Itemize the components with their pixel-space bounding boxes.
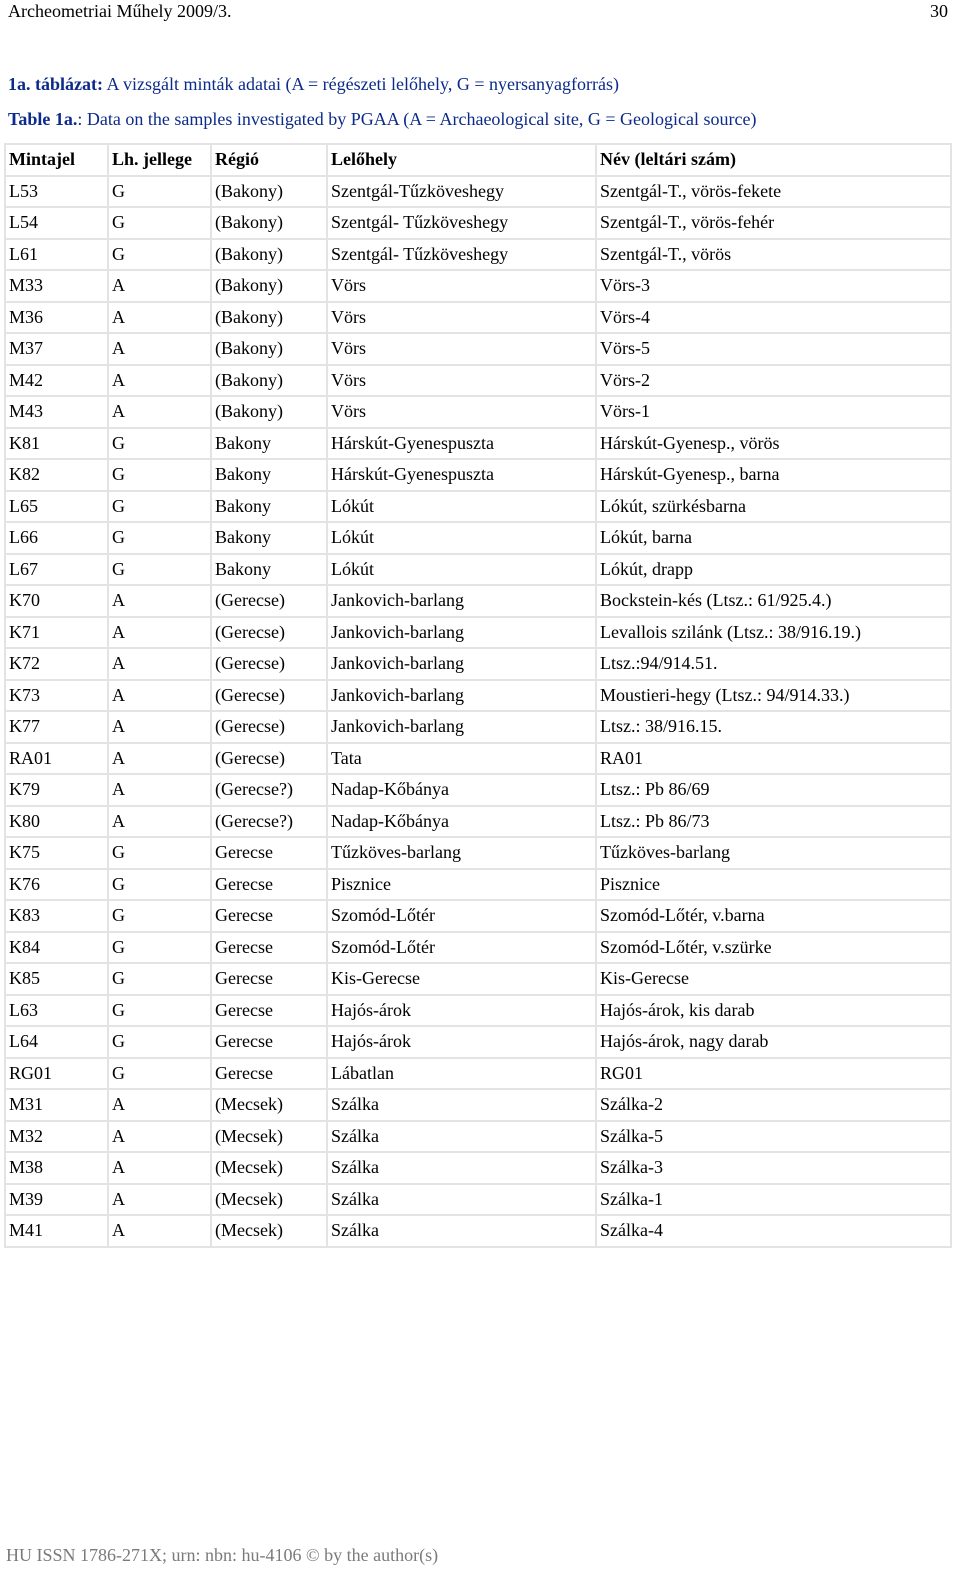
cell-lelohely: Jankovich-barlang xyxy=(327,711,596,743)
cell-lh-jellege: A xyxy=(108,302,211,334)
cell-lh-jellege: A xyxy=(108,1089,211,1121)
table-row xyxy=(5,270,951,302)
cell-lelohely: Jankovich-barlang xyxy=(327,617,596,649)
cell-nev: Tűzköves-barlang xyxy=(596,837,951,869)
table-row xyxy=(5,1215,951,1247)
table-row xyxy=(5,302,951,334)
table-row xyxy=(5,554,951,586)
cell-regio: (Bakony) xyxy=(211,365,327,397)
cell-lelohely: Hajós-árok xyxy=(327,1026,596,1058)
cell-nev: Ltsz.: Pb 86/69 xyxy=(596,774,951,806)
cell-mintajel: M42 xyxy=(5,365,108,397)
cell-regio: (Bakony) xyxy=(211,176,327,208)
cell-mintajel: M39 xyxy=(5,1184,108,1216)
cell-nev: Hajós-árok, kis darab xyxy=(596,995,951,1027)
table-row xyxy=(5,176,951,208)
cell-nev: Ltsz.: Pb 86/73 xyxy=(596,806,951,838)
cell-mintajel: L53 xyxy=(5,176,108,208)
cell-lelohely: Lábatlan xyxy=(327,1058,596,1090)
cell-lh-jellege: A xyxy=(108,1152,211,1184)
cell-mintajel: K71 xyxy=(5,617,108,649)
cell-lh-jellege: G xyxy=(108,176,211,208)
cell-regio: (Mecsek) xyxy=(211,1184,327,1216)
cell-regio: (Gerecse) xyxy=(211,585,327,617)
table-row xyxy=(5,333,951,365)
cell-mintajel: K79 xyxy=(5,774,108,806)
page-number: 30 xyxy=(930,1,948,21)
table-row xyxy=(5,396,951,428)
cell-regio: Gerecse xyxy=(211,995,327,1027)
cell-regio: (Gerecse) xyxy=(211,680,327,712)
cell-lh-jellege: A xyxy=(108,648,211,680)
cell-nev: Vörs-2 xyxy=(596,365,951,397)
table-row xyxy=(5,774,951,806)
cell-lelohely: Szálka xyxy=(327,1215,596,1247)
cell-mintajel: K81 xyxy=(5,428,108,460)
cell-nev: Szálka-5 xyxy=(596,1121,951,1153)
cell-lelohely: Szálka xyxy=(327,1184,596,1216)
cell-nev: Szálka-4 xyxy=(596,1215,951,1247)
cell-lh-jellege: G xyxy=(108,239,211,271)
cell-lh-jellege: G xyxy=(108,428,211,460)
cell-nev: Pisznice xyxy=(596,869,951,901)
cell-lh-jellege: G xyxy=(108,1058,211,1090)
cell-regio: Bakony xyxy=(211,554,327,586)
cell-nev: Szálka-1 xyxy=(596,1184,951,1216)
table-row xyxy=(5,1026,951,1058)
cell-lh-jellege: A xyxy=(108,333,211,365)
cell-lelohely: Tűzköves-barlang xyxy=(327,837,596,869)
cell-nev: Szentgál-T., vörös-fekete xyxy=(596,176,951,208)
table-row xyxy=(5,1058,951,1090)
cell-mintajel: L61 xyxy=(5,239,108,271)
cell-lh-jellege: G xyxy=(108,491,211,523)
table-row xyxy=(5,900,951,932)
cell-lelohely: Szomód-Lőtér xyxy=(327,900,596,932)
cell-lh-jellege: A xyxy=(108,806,211,838)
cell-lh-jellege: A xyxy=(108,396,211,428)
cell-mintajel: K70 xyxy=(5,585,108,617)
cell-nev: Szentgál-T., vörös-fehér xyxy=(596,207,951,239)
cell-nev: Bockstein-kés (Ltsz.: 61/925.4.) xyxy=(596,585,951,617)
cell-lelohely: Vörs xyxy=(327,365,596,397)
cell-lh-jellege: A xyxy=(108,585,211,617)
table-row xyxy=(5,1121,951,1153)
cell-mintajel: K80 xyxy=(5,806,108,838)
cell-regio: (Gerecse) xyxy=(211,648,327,680)
cell-mintajel: M37 xyxy=(5,333,108,365)
table-row xyxy=(5,522,951,554)
cell-mintajel: K83 xyxy=(5,900,108,932)
cell-lelohely: Lókút xyxy=(327,554,596,586)
cell-lelohely: Hárskút-Gyenespuszta xyxy=(327,459,596,491)
cell-lh-jellege: G xyxy=(108,869,211,901)
cell-lh-jellege: A xyxy=(108,711,211,743)
cell-regio: (Bakony) xyxy=(211,396,327,428)
cell-regio: (Bakony) xyxy=(211,333,327,365)
table-row xyxy=(5,239,951,271)
cell-regio: Bakony xyxy=(211,428,327,460)
cell-lh-jellege: G xyxy=(108,995,211,1027)
cell-regio: (Gerecse?) xyxy=(211,774,327,806)
cell-lelohely: Lókút xyxy=(327,491,596,523)
cell-lelohely: Szálka xyxy=(327,1121,596,1153)
cell-lh-jellege: G xyxy=(108,207,211,239)
table-row xyxy=(5,459,951,491)
cell-regio: (Mecsek) xyxy=(211,1152,327,1184)
cell-lelohely: Nadap-Kőbánya xyxy=(327,774,596,806)
caption-en-text: : Data on the samples investigated by PGAA (A = Archaeological site, G = Geological source) xyxy=(77,109,757,129)
cell-nev: Kis-Gerecse xyxy=(596,963,951,995)
table-row xyxy=(5,963,951,995)
cell-regio: (Bakony) xyxy=(211,270,327,302)
cell-nev: Szálka-3 xyxy=(596,1152,951,1184)
cell-nev: Ltsz.: 38/916.15. xyxy=(596,711,951,743)
cell-regio: Bakony xyxy=(211,459,327,491)
cell-lh-jellege: A xyxy=(108,1121,211,1153)
cell-nev: Szentgál-T., vörös xyxy=(596,239,951,271)
cell-mintajel: L66 xyxy=(5,522,108,554)
cell-lelohely: Szálka xyxy=(327,1152,596,1184)
cell-mintajel: L63 xyxy=(5,995,108,1027)
cell-lelohely: Szálka xyxy=(327,1089,596,1121)
cell-regio: Gerecse xyxy=(211,1058,327,1090)
cell-mintajel: L67 xyxy=(5,554,108,586)
cell-nev: Hárskút-Gyenesp., barna xyxy=(596,459,951,491)
cell-lh-jellege: G xyxy=(108,900,211,932)
table-row xyxy=(5,680,951,712)
cell-nev: Vörs-4 xyxy=(596,302,951,334)
cell-mintajel: K72 xyxy=(5,648,108,680)
cell-lelohely: Jankovich-barlang xyxy=(327,680,596,712)
cell-nev: Ltsz.:94/914.51. xyxy=(596,648,951,680)
cell-lh-jellege: A xyxy=(108,1215,211,1247)
cell-regio: Bakony xyxy=(211,491,327,523)
cell-regio: Gerecse xyxy=(211,837,327,869)
table-caption-english xyxy=(8,108,757,130)
cell-mintajel: K75 xyxy=(5,837,108,869)
cell-lelohely: Szentgál-Tűzköveshegy xyxy=(327,176,596,208)
cell-lelohely: Vörs xyxy=(327,270,596,302)
table-row xyxy=(5,365,951,397)
cell-lh-jellege: A xyxy=(108,743,211,775)
cell-lh-jellege: G xyxy=(108,522,211,554)
cell-nev: RA01 xyxy=(596,743,951,775)
cell-nev: Hajós-árok, nagy darab xyxy=(596,1026,951,1058)
cell-lelohely: Pisznice xyxy=(327,869,596,901)
cell-lh-jellege: A xyxy=(108,617,211,649)
table-caption-hungarian xyxy=(8,73,619,95)
column-header-nev: Név (leltári szám) xyxy=(596,144,951,176)
cell-mintajel: K77 xyxy=(5,711,108,743)
cell-regio: (Mecsek) xyxy=(211,1215,327,1247)
cell-nev: Moustieri-hegy (Ltsz.: 94/914.33.) xyxy=(596,680,951,712)
table-row xyxy=(5,806,951,838)
table-row xyxy=(5,1089,951,1121)
table-row xyxy=(5,711,951,743)
cell-mintajel: M32 xyxy=(5,1121,108,1153)
cell-mintajel: L65 xyxy=(5,491,108,523)
cell-lelohely: Lókút xyxy=(327,522,596,554)
table-row xyxy=(5,743,951,775)
cell-mintajel: M36 xyxy=(5,302,108,334)
cell-nev: Lókút, drapp xyxy=(596,554,951,586)
table-row xyxy=(5,207,951,239)
table-row xyxy=(5,491,951,523)
cell-lh-jellege: A xyxy=(108,774,211,806)
cell-lelohely: Nadap-Kőbánya xyxy=(327,806,596,838)
cell-lelohely: Szomód-Lőtér xyxy=(327,932,596,964)
table-body xyxy=(5,176,951,1247)
cell-regio: (Bakony) xyxy=(211,239,327,271)
table-row xyxy=(5,585,951,617)
cell-mintajel: K73 xyxy=(5,680,108,712)
cell-nev: RG01 xyxy=(596,1058,951,1090)
column-header-regio: Régió xyxy=(211,144,327,176)
cell-nev: Lókút, szürkésbarna xyxy=(596,491,951,523)
column-header-lh-jellege: Lh. jellege xyxy=(108,144,211,176)
cell-lelohely: Hárskút-Gyenespuszta xyxy=(327,428,596,460)
cell-lh-jellege: G xyxy=(108,963,211,995)
cell-nev: Lókút, barna xyxy=(596,522,951,554)
cell-regio: (Mecsek) xyxy=(211,1089,327,1121)
cell-nev: Szomód-Lőtér, v.szürke xyxy=(596,932,951,964)
table-row xyxy=(5,648,951,680)
cell-regio: Gerecse xyxy=(211,1026,327,1058)
cell-mintajel: M38 xyxy=(5,1152,108,1184)
cell-regio: (Gerecse) xyxy=(211,711,327,743)
cell-regio: Gerecse xyxy=(211,963,327,995)
cell-regio: (Gerecse) xyxy=(211,743,327,775)
cell-nev: Vörs-3 xyxy=(596,270,951,302)
cell-lelohely: Szentgál- Tűzköveshegy xyxy=(327,239,596,271)
cell-lelohely: Kis-Gerecse xyxy=(327,963,596,995)
cell-nev: Vörs-5 xyxy=(596,333,951,365)
column-header-lelohely: Lelőhely xyxy=(327,144,596,176)
cell-regio: Gerecse xyxy=(211,932,327,964)
cell-lh-jellege: G xyxy=(108,1026,211,1058)
cell-lelohely: Jankovich-barlang xyxy=(327,648,596,680)
page-header xyxy=(6,0,948,24)
cell-regio: Bakony xyxy=(211,522,327,554)
cell-regio: Gerecse xyxy=(211,869,327,901)
cell-nev: Levallois szilánk (Ltsz.: 38/916.19.) xyxy=(596,617,951,649)
cell-nev: Hárskút-Gyenesp., vörös xyxy=(596,428,951,460)
cell-mintajel: M31 xyxy=(5,1089,108,1121)
table-row xyxy=(5,932,951,964)
cell-lh-jellege: G xyxy=(108,932,211,964)
cell-regio: (Bakony) xyxy=(211,207,327,239)
cell-mintajel: L64 xyxy=(5,1026,108,1058)
table-row xyxy=(5,995,951,1027)
cell-regio: (Mecsek) xyxy=(211,1121,327,1153)
caption-en-label: Table 1a. xyxy=(8,109,78,129)
cell-nev: Szomód-Lőtér, v.barna xyxy=(596,900,951,932)
cell-regio: Gerecse xyxy=(211,900,327,932)
cell-regio: (Gerecse?) xyxy=(211,806,327,838)
cell-lelohely: Vörs xyxy=(327,396,596,428)
cell-mintajel: RA01 xyxy=(5,743,108,775)
cell-mintajel: M33 xyxy=(5,270,108,302)
journal-title: Archeometriai Műhely 2009/3. xyxy=(8,1,232,21)
cell-mintajel: K76 xyxy=(5,869,108,901)
cell-lelohely: Hajós-árok xyxy=(327,995,596,1027)
cell-lh-jellege: G xyxy=(108,554,211,586)
cell-lh-jellege: A xyxy=(108,680,211,712)
cell-lh-jellege: A xyxy=(108,1184,211,1216)
caption-hu-label: 1a. táblázat: xyxy=(8,74,103,94)
cell-nev: Szálka-2 xyxy=(596,1089,951,1121)
cell-lh-jellege: G xyxy=(108,837,211,869)
cell-mintajel: L54 xyxy=(5,207,108,239)
cell-lelohely: Vörs xyxy=(327,333,596,365)
cell-lh-jellege: A xyxy=(108,270,211,302)
table-row xyxy=(5,617,951,649)
column-header-mintajel: Mintajel xyxy=(5,144,108,176)
cell-mintajel: K84 xyxy=(5,932,108,964)
cell-regio: (Gerecse) xyxy=(211,617,327,649)
table-header-row xyxy=(5,144,951,176)
table-row xyxy=(5,1152,951,1184)
samples-table xyxy=(4,143,952,1248)
caption-hu-text: A vizsgált minták adatai (A = régészeti lelőhely, G = nyersanyagforrás) xyxy=(102,74,619,94)
cell-lelohely: Tata xyxy=(327,743,596,775)
table-row xyxy=(5,869,951,901)
cell-lh-jellege: A xyxy=(108,365,211,397)
table-row xyxy=(5,428,951,460)
table-row xyxy=(5,1184,951,1216)
cell-mintajel: M41 xyxy=(5,1215,108,1247)
cell-lelohely: Vörs xyxy=(327,302,596,334)
footer-issn: HU ISSN 1786-271X; urn: nbn: hu-4106 © by the author(s) xyxy=(6,1545,439,1565)
table-row xyxy=(5,837,951,869)
cell-mintajel: K85 xyxy=(5,963,108,995)
cell-mintajel: M43 xyxy=(5,396,108,428)
cell-regio: (Bakony) xyxy=(211,302,327,334)
cell-lh-jellege: G xyxy=(108,459,211,491)
cell-mintajel: K82 xyxy=(5,459,108,491)
cell-nev: Vörs-1 xyxy=(596,396,951,428)
cell-lelohely: Szentgál- Tűzköveshegy xyxy=(327,207,596,239)
cell-lelohely: Jankovich-barlang xyxy=(327,585,596,617)
cell-mintajel: RG01 xyxy=(5,1058,108,1090)
